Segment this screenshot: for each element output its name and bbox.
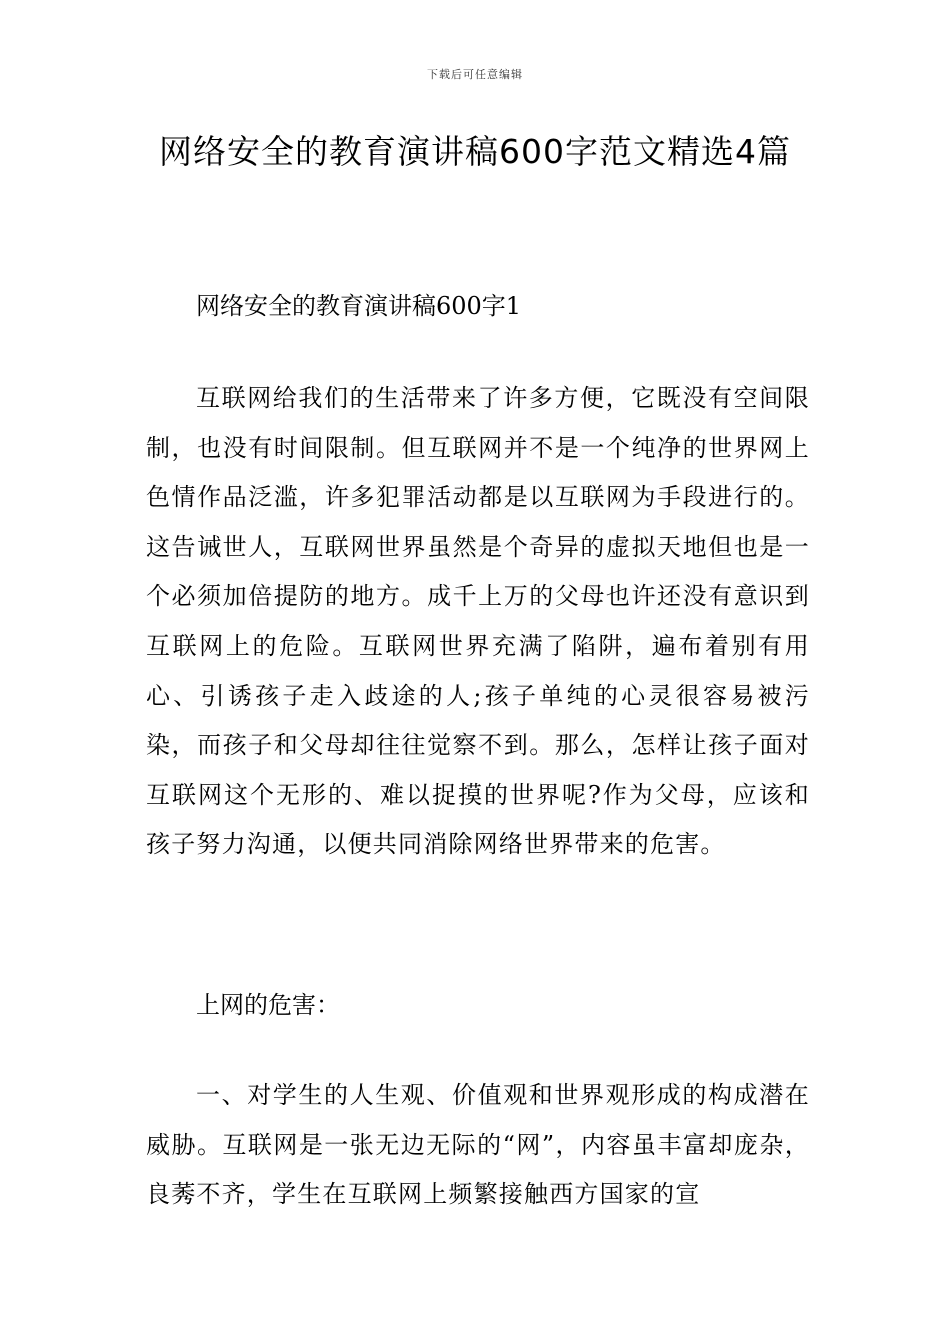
body-paragraph-2: 一、对学生的人生观、价值观和世界观形成的构成潜在威胁。互联网是一张无边无际的“网”，内容虽丰富却庞杂，良莠不齐，学生在互联网上频繁接触西方国家的宣 [146,1081,810,1209]
document-title: 网络安全的教育演讲稿600字范文精选4篇 [159,132,791,171]
body-paragraph-1: 互联网给我们的生活带来了许多方便，它既没有空间限制，也没有时间限制。但互联网并不是一个纯净的世界网上色情作品泛滥，许多犯罪活动都是以互联网为手段进行的。这告诫世人，互联网世界虽然是个奇异的虚拟天地但也是一个必须加倍提防的地方。成千上万的父母也许还没有意识到互联网上的危险。互联网世界充满了陷阱，遍布着别有用心、引诱孩子走入歧途的人;孩子单纯的心灵很容易被污染，而孩子和父母却往往觉察不到。那么，怎样让孩子面对互联网这个无形的、难以捉摸的世界呢?作为父母，应该和孩子努力沟通，以便共同消除网络世界带来的危害。 [146,384,810,859]
section-heading: 网络安全的教育演讲稿600字1 [196,292,522,320]
header-note: 下载后可任意编辑 [427,68,523,81]
subheading-hazards: 上网的危害： [196,991,340,1019]
